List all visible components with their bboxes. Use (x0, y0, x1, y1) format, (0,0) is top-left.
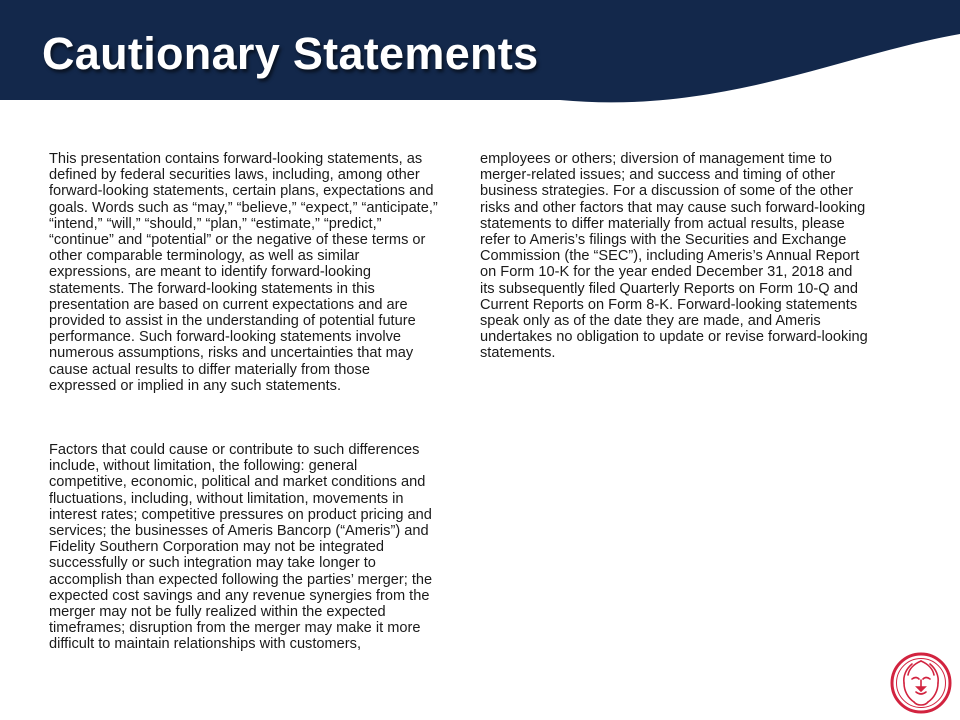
factors-paragraph: Factors that could cause or contribute to such differences include, without limitation, the following: general competitive, economic, political and market conditions and fluctuations, including, without limitation, movements in interest rates; competitive pressures on product pricing and services; the businesses of Ameris Bancorp (“Ameris”) and Fidelity Southern Corporation may not be integrated successfully or such integration may take longer to accomplish than expected following the parties’ merger; the expected cost savings and any revenue synergies from the merger may not be fully realized within the expected timeframes; disruption from the merger may make it more difficult to maintain relationships with customers, (49, 442, 433, 653)
right-column (480, 151, 870, 362)
left-column (49, 151, 439, 653)
lion-head-icon (890, 652, 952, 714)
forward-looking-paragraph: This presentation contains forward-looking statements, as defined by federal securities laws, including, among other forward-looking statements, certain plans, expectations and goals. Words such as “may,” “believe,” “expect,” “anticipate,” “intend,” “will,” “should,” “plan,” “estimate,” “predict,” “continue” and “potential” or the negative of these terms or other comparable terminology, as well as similar expressions, are meant to identify forward-looking statements. The forward-looking statements in this presentation are based on current expectations and are provided to assist in the understanding of potential future performance. Such forward-looking statements involve numerous assumptions, risks and uncertainties that may cause actual results to differ materially from those expressed or implied in any such statements. (49, 151, 438, 394)
page-title: Cautionary Statements (42, 28, 539, 79)
continued-factors-paragraph: employees or others; diversion of management time to merger-related issues; and success and timing of other business strategies. For a discussion of some of the other risks and other factors that may cause such forward-looking statements to differ materially from actual results, please refer to Ameris’s filings with the Securities and Exchange Commission (the “SEC”), including Ameris’s Annual Report on Form 10-K for the year ended December 31, 2018 and its subsequently filed Quarterly Reports on Form 10-Q and Current Reports on Form 8-K. Forward-looking statements speak only as of the date they are made, and Ameris undertakes no obligation to update or revise forward-looking statements. (480, 151, 868, 362)
